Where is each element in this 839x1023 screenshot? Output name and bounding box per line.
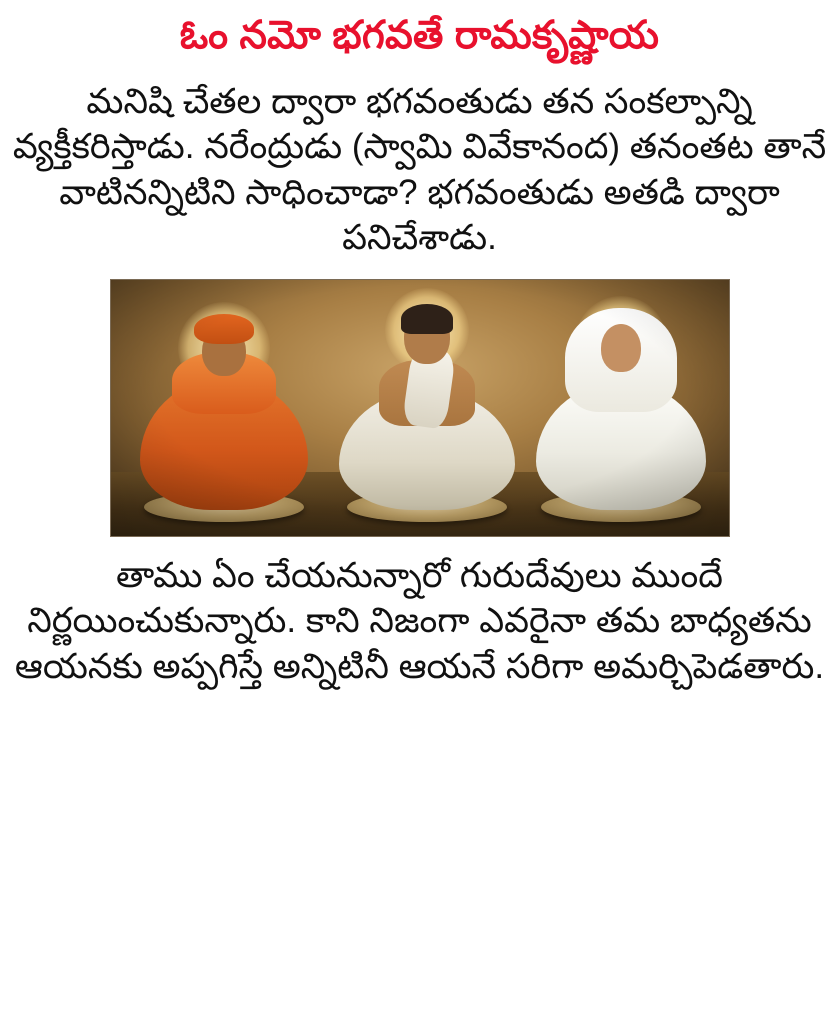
paragraph-top: మనిషి చేతల ద్వారా భగవంతుడు తన సంకల్పాన్ని వ్యక్తీకరిస్తాడు. నరేంద్రుడు (స్వామి వివేకానంద) తనంతట తానే వాటినన్నిటిని సాధించాడా? భగవంతుడు అతడి ద్వారా పనిచేశాడు. xyxy=(12,81,827,258)
page-title: ఓం నమో భగవతే రామకృష్ణాయ xyxy=(179,14,660,57)
paragraph-bottom: తాము ఏం చేయనున్నారో గురుదేవులు ముందే నిర్ణయించుకున్నారు. కాని నిజంగా ఎవరైనా తమ బాధ్యతను ఆయనకు అప్పగిస్తే అన్నిటినీ ఆయనే సరిగా అమర్చిపెడతారు. xyxy=(14,555,825,686)
group-photo xyxy=(110,279,730,537)
photo-vignette xyxy=(111,280,729,536)
